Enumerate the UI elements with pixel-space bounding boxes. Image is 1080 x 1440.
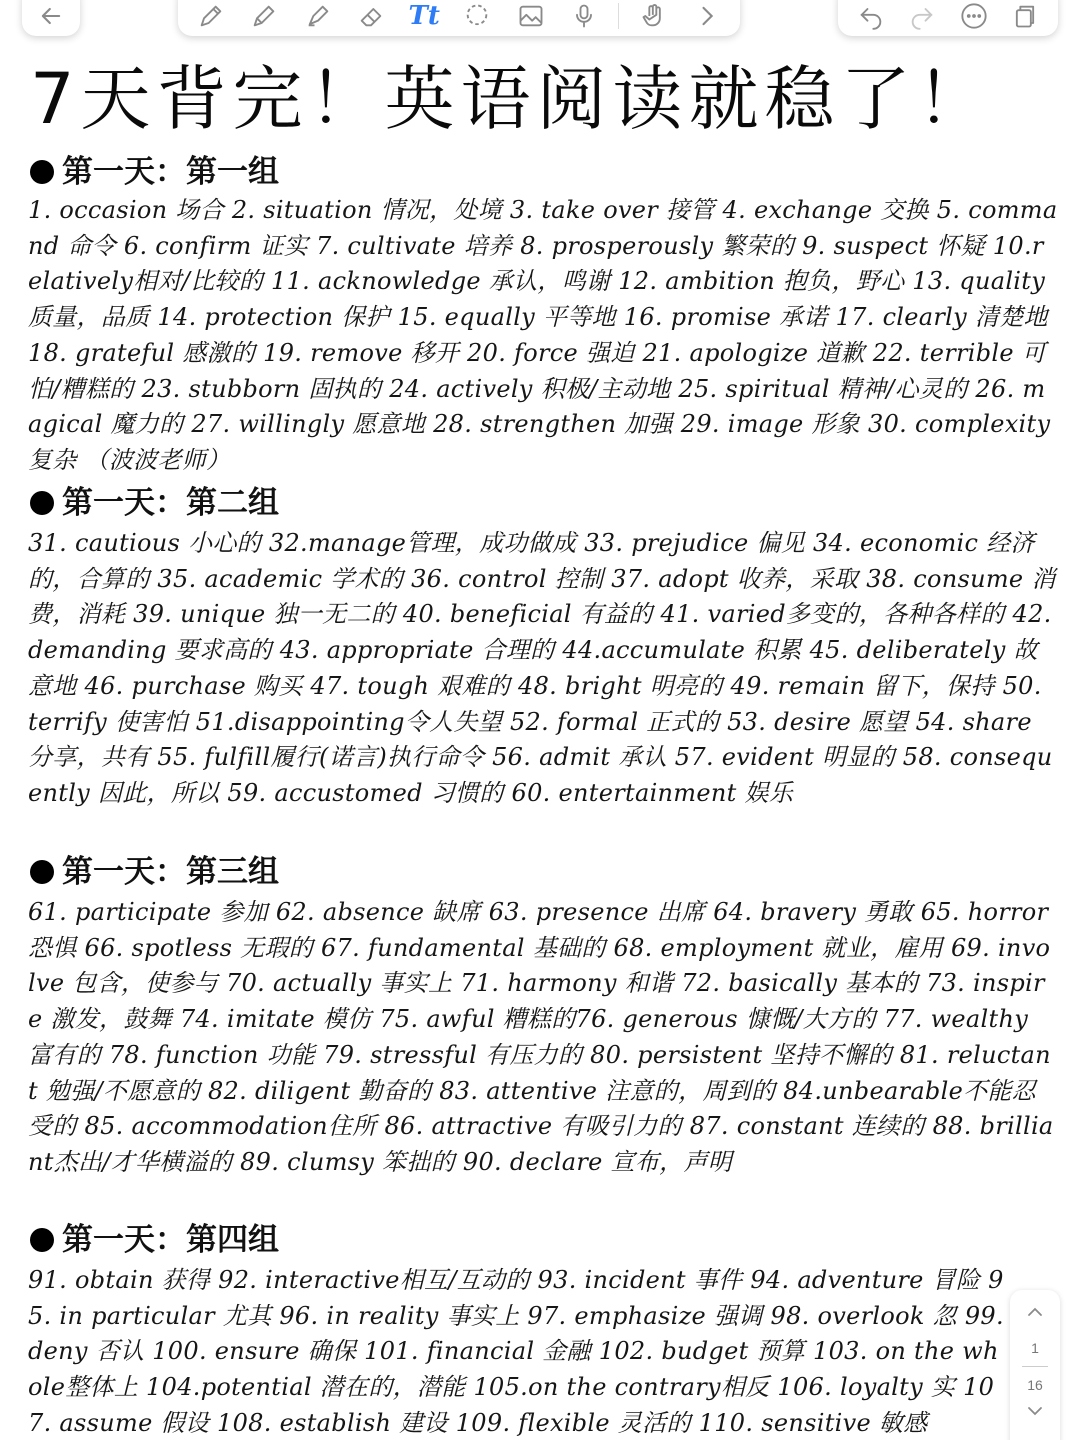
text-tool-icon[interactable] <box>405 0 443 35</box>
note-title: 7天背完！英语阅读就稳了！ <box>30 58 993 140</box>
undo-icon[interactable] <box>852 0 890 35</box>
text-tool-label: Tt <box>408 1 440 31</box>
chevron-up-icon[interactable] <box>1023 1300 1047 1324</box>
redo-icon[interactable] <box>903 0 941 35</box>
pager-divider <box>1022 1366 1048 1367</box>
section-heading <box>30 152 530 192</box>
section-heading <box>30 852 530 892</box>
section-heading-text: 第一天：第三组 <box>62 854 279 890</box>
pen-icon[interactable] <box>192 0 230 35</box>
image-icon[interactable] <box>512 0 550 35</box>
bullet-icon <box>30 491 54 515</box>
section-body: 31. cautious 小心的 32.manage管理，成功做成 33. prejudice 偏见 34. economic 经济的，合算的 35. academic 学术的 36. control 控制 37. adopt 收养，采取 38. consume 消费，消耗 39. unique 独一无二的 40. beneficial 有益的 41. varied多变的，各种各样的 42. demanding 要求高的 43. appropriate 合理的 44.accumulate 积累 45. deliberately 故意地 46. purchase 购买 47. tough 艰难的 48. bright 明亮的 49. remain 留下，保持 50. terrify 使害怕 51.disappointing令人失望 52. formal 正式的 53. desire 愿望 54. share 分享，共有 55. fulfill履行(诺言)执行命令 56. admit 承认 57. evident 明显的 58. consequently 因此，所以 59. accustomed 习惯的 60. entertainment 娱乐 <box>28 529 1056 807</box>
section-body: 91. obtain 获得 92. interactive相互/互动的 93. incident 事件 94. adventure 冒险 95. in particular 尤其 96. in reality 事实上 97. emphasize 强调 98. overlook 忽 99. deny 否认 100. ensure 确保 101. financial 金融 102. budget 预算 103. on the whole整体上 104.potential 潜在的，潜能 105.on the contrary相反 106. loyalty 实 107. assume 假设 108. establish 建设 109. flexible 灵活的 110. sensitive 敏感 <box>28 1266 1004 1437</box>
section-heading-text: 第一天：第一组 <box>62 154 279 190</box>
back-arrow-icon[interactable] <box>32 0 70 35</box>
section-heading-text: 第一天：第四组 <box>62 1222 279 1258</box>
section-body: 61. participate 参加 62. absence 缺席 63. presence 出席 64. bravery 勇敢 65. horror 恐惧 66. spotless 无瑕的 67. fundamental 基础的 68. employment 就业，雇用 69. involve 包含，使参与 70. actually 事实上 71. harmony 和谐 72. basically 基本的 73. inspire 激发，鼓舞 74. imitate 模仿 75. awful 糟糕的76. generous 慷慨/大方的 77. wealthy 富有的 78. function 功能 79. stressful 有压力的 80. persistent 坚持不懈的 81. reluctant 勉强/不愿意的 82. diligent 勤奋的 83. attentive 注意的，周到的 84.unbearable不能忍受的 85. accommodation住所 86. attractive 有吸引力的 87. constant 连续的 88. brilliant杰出/才华横溢的 89. clumsy 笨拙的 90. declare 宣布，声明 <box>28 898 1054 1176</box>
bullet-icon <box>30 1228 54 1252</box>
chevron-down-icon[interactable] <box>1023 1399 1047 1423</box>
drawing-toolbar <box>178 0 740 36</box>
section-heading <box>30 1220 530 1260</box>
microphone-icon[interactable] <box>565 0 603 35</box>
pages-icon[interactable] <box>1006 0 1044 35</box>
back-toolbar <box>22 0 80 36</box>
current-page: 1 <box>1031 1340 1039 1356</box>
section-body: 1. occasion 场合 2. situation 情况，处境 3. take over 接管 4. exchange 交换 5. command 命令 6. confirm 证实 7. cultivate 培养 8. prosperously 繁荣的 9. suspect 怀疑 10.relatively相对/比较的 11. acknowledge 承认，鸣谢 12. ambition 抱负，野心 13. quality 质量，品质 14. protection 保护 15. equally 平等地 16. promise 承诺 17. clearly 清楚地 18. grateful 感激的 19. remove 移开 20. force 强迫 21. apologize 道歉 22. terrible 可怕/糟糕的 23. stubborn 固执的 24. actively 积极/主动地 25. spiritual 精神/心灵的 26. magical 魔力的 27. willingly 愿意地 28. strengthen 加强 29. image 形象 30. complexity 复杂 （波波老师） <box>28 196 1058 474</box>
lasso-icon[interactable] <box>458 0 496 35</box>
section-heading <box>30 483 530 523</box>
highlighter-icon[interactable] <box>299 0 337 35</box>
section-heading-text: 第一天：第二组 <box>62 485 279 521</box>
fineliner-icon[interactable] <box>245 0 283 35</box>
eraser-icon[interactable] <box>352 0 390 35</box>
page-scroller[interactable] <box>1010 1290 1060 1440</box>
more-icon[interactable] <box>955 0 993 35</box>
toolbar-divider <box>618 3 619 29</box>
total-pages: 16 <box>1027 1377 1043 1393</box>
hand-icon[interactable] <box>635 0 673 35</box>
actions-toolbar <box>838 0 1058 36</box>
bullet-icon <box>30 160 54 184</box>
chevron-right-icon[interactable] <box>688 0 726 35</box>
bullet-icon <box>30 860 54 884</box>
